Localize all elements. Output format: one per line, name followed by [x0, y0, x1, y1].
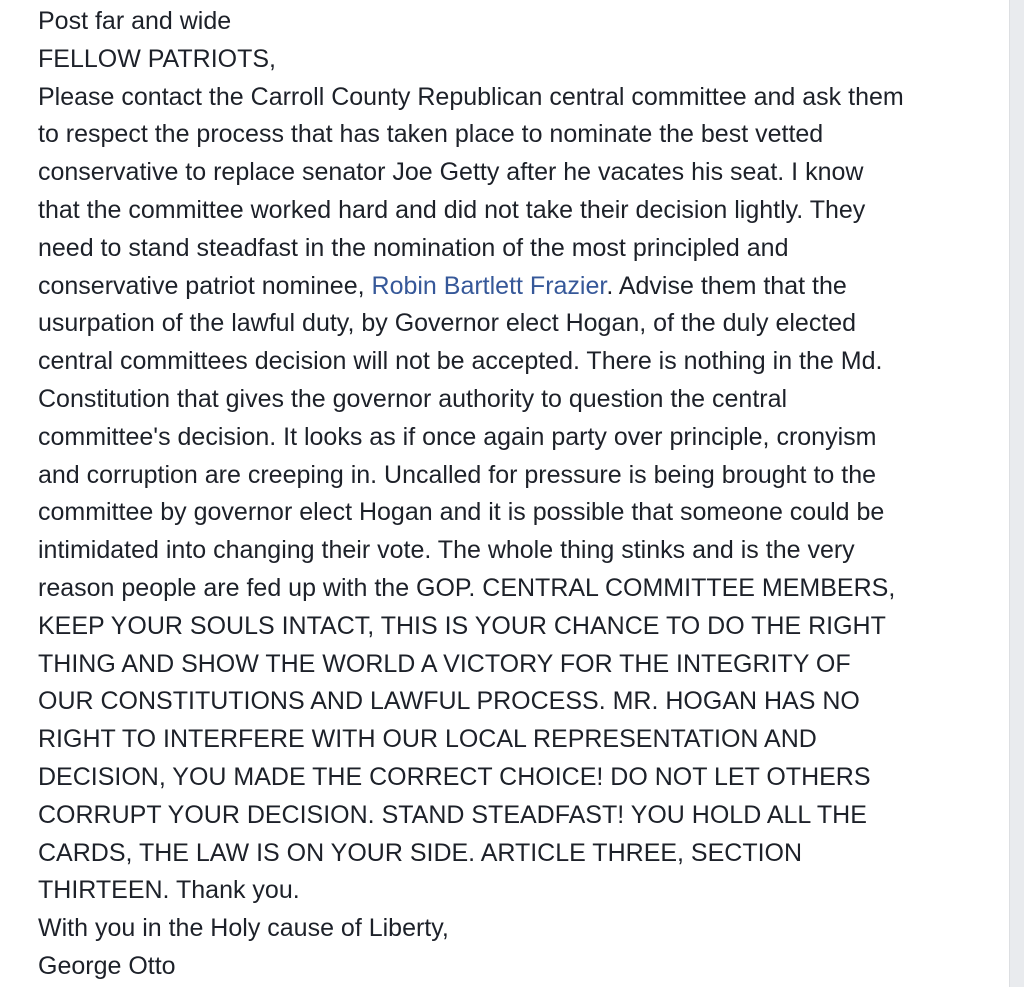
post-line: With you in the Holy cause of Liberty,: [38, 914, 449, 943]
post-line: Constitution that gives the governor authority to question the central: [38, 384, 788, 413]
post-line: need to stand steadfast in the nomination of the most principled and: [38, 233, 789, 262]
mention-link-robin-bartlett-frazier[interactable]: Robin Bartlett Frazier: [371, 271, 607, 300]
post-line: conservative to replace senator Joe Getty after he vacates his seat. I know: [38, 158, 864, 187]
post-signature: George Otto: [38, 951, 176, 980]
post-line: committee by governor elect Hogan and it is possible that someone could be: [38, 498, 885, 527]
post-line: reason people are fed up with the GOP. CENTRAL COMMITTEE MEMBERS,: [38, 573, 896, 602]
post-line: FELLOW PATRIOTS,: [38, 44, 276, 73]
post-line: CARDS, THE LAW IS ON YOUR SIDE. ARTICLE THREE, SECTION: [38, 838, 803, 867]
post-line: and corruption are creeping in. Uncalled for pressure is being brought to the: [38, 460, 877, 489]
post-line: central committees decision will not be accepted. There is nothing in the Md.: [38, 347, 883, 376]
post-line: CORRUPT YOUR DECISION. STAND STEADFAST! YOU HOLD ALL THE: [38, 800, 867, 829]
post-line: THIRTEEN. Thank you.: [38, 876, 300, 905]
post-line: OUR CONSTITUTIONS AND LAWFUL PROCESS. MR. HOGAN HAS NO: [38, 687, 860, 716]
post-line-with-mention: [38, 268, 998, 306]
post-line: RIGHT TO INTERFERE WITH OUR LOCAL REPRESENTATION AND: [38, 725, 817, 754]
post-line: Please contact the Carroll County Republican central committee and ask them: [38, 82, 904, 111]
post-line: KEEP YOUR SOULS INTACT, THIS IS YOUR CHANCE TO DO THE RIGHT: [38, 611, 886, 640]
post-line: DECISION, YOU MADE THE CORRECT CHOICE! DO NOT LET OTHERS: [38, 762, 871, 791]
post-line: committee's decision. It looks as if once again party over principle, cronyism: [38, 422, 877, 451]
mention-prefix: conservative patriot nominee,: [38, 271, 372, 300]
post-line: intimidated into changing their vote. The whole thing stinks and is the very: [38, 536, 855, 565]
post-line: to respect the process that has taken place to nominate the best vetted: [38, 120, 824, 149]
post-body: [38, 3, 998, 986]
post-line: that the committee worked hard and did not take their decision lightly. They: [38, 195, 866, 224]
post-line: Post far and wide: [38, 7, 232, 35]
post-line: THING AND SHOW THE WORLD A VICTORY FOR THE INTEGRITY OF: [38, 649, 851, 678]
mention-suffix: . Advise them that the: [606, 271, 847, 300]
post-line: usurpation of the lawful duty, by Governor elect Hogan, of the duly elected: [38, 309, 857, 338]
